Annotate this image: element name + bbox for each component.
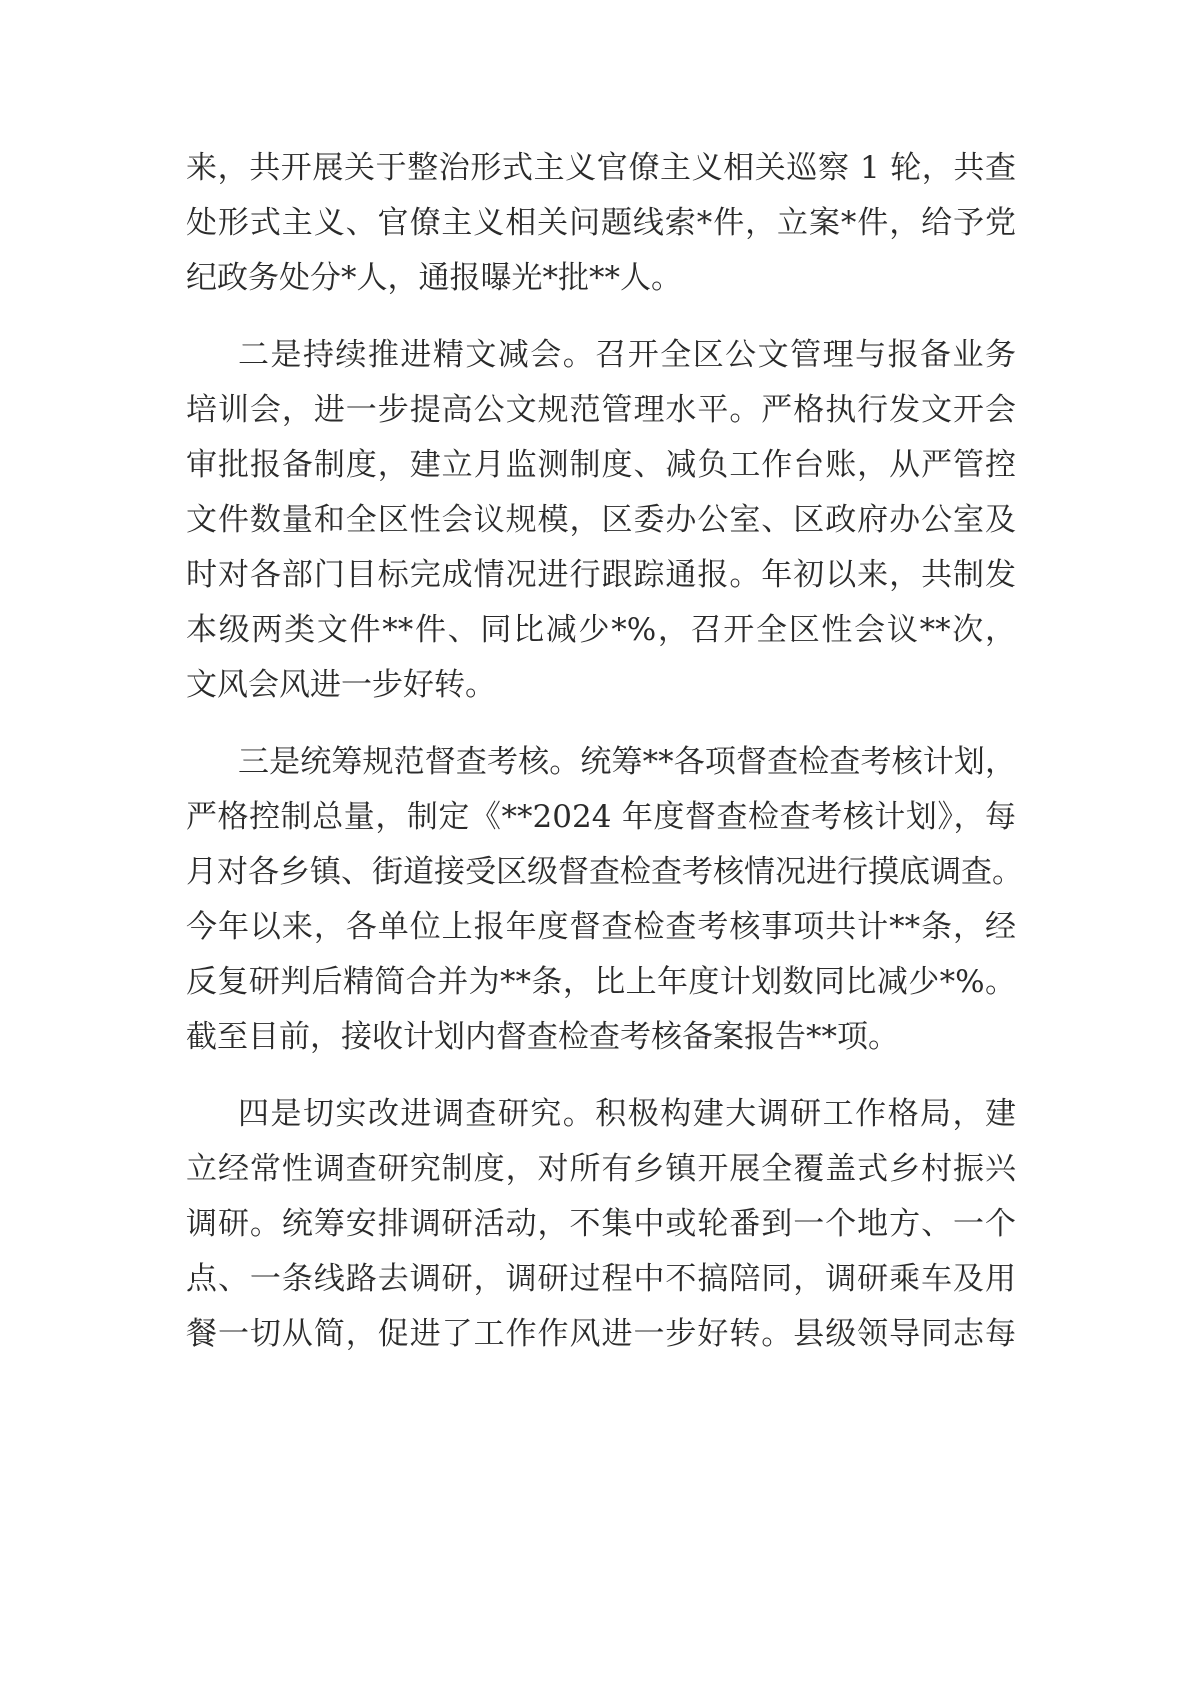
paragraph-first-line: 四是切实改进调查研究。积极构建大调研工作格局，建 [238,1096,1016,1132]
text-line: 截至目前，接收计划内督查检查考核备案报告**项。 [186,1019,899,1055]
text-line: 文风会风进一步好转。 [186,667,496,703]
text-line: 月对各乡镇、街道接受区级督查检查考核情况进行摸底调查。 [186,854,1023,890]
paragraph-first-line: 三是统筹规范督查考核。统筹**各项督查检查考核计划， [238,744,1016,780]
text-line: 严格控制总量，制定《**2024 年度督查检查考核计划》，每 [186,799,1016,835]
text-line: 今年以来，各单位上报年度督查检查考核事项共计**条，经 [186,909,1016,945]
text-line: 本级两类文件**件、同比减少*%，召开全区性会议**次， [186,612,1016,648]
text-line: 培训会，进一步提高公文规范管理水平。严格执行发文开会 [186,392,1016,428]
text-line: 餐一切从简，促进了工作作风进一步好转。县级领导同志每 [186,1316,1016,1352]
text-line: 文件数量和全区性会议规模，区委办公室、区政府办公室及 [186,502,1016,538]
text-line: 时对各部门目标完成情况进行跟踪通报。年初以来，共制发 [186,557,1016,593]
paragraph-first-line: 二是持续推进精文减会。召开全区公文管理与报备业务 [238,337,1016,373]
text-line: 调研。统筹安排调研活动，不集中或轮番到一个地方、一个 [186,1206,1016,1242]
text-line: 点、一条线路去调研，调研过程中不搞陪同，调研乘车及用 [186,1261,1016,1297]
text-line: 纪政务处分*人，通报曝光*批**人。 [186,260,682,296]
text-line: 审批报备制度，建立月监测制度、减负工作台账，从严管控 [186,447,1016,483]
text-line: 立经常性调查研究制度，对所有乡镇开展全覆盖式乡村振兴 [186,1151,1016,1187]
text-line: 处形式主义、官僚主义相关问题线索*件，立案*件，给予党 [186,205,1016,241]
text-line: 反复研判后精简合并为**条，比上年度计划数同比减少*%。 [186,964,1016,1000]
text-line: 来，共开展关于整治形式主义官僚主义相关巡察 1 轮，共查 [186,150,1016,186]
